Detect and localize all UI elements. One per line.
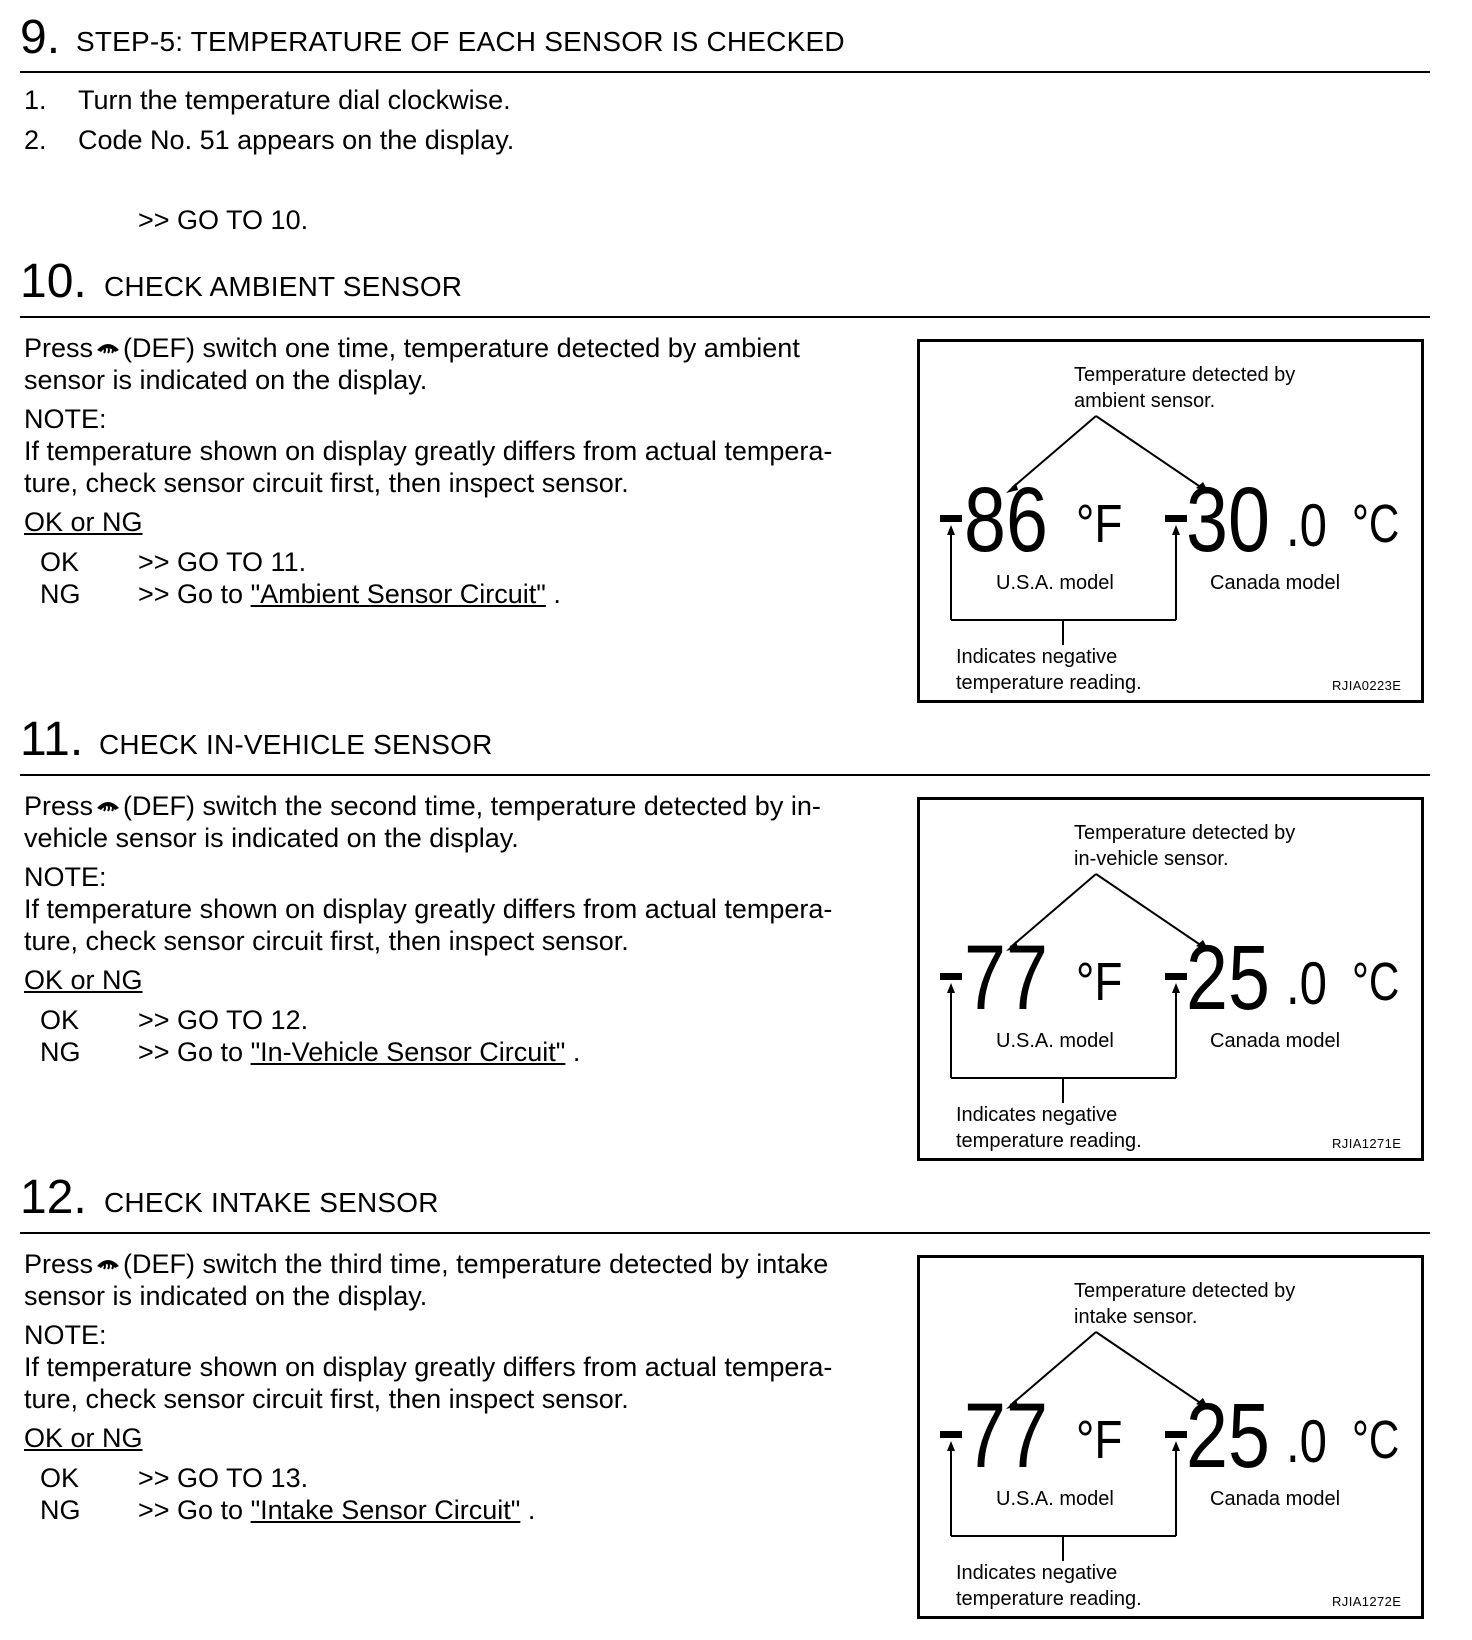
ng-prefix: >> Go to bbox=[138, 1037, 251, 1067]
ng-prefix: >> Go to bbox=[138, 579, 251, 609]
negative-note-1: Indicates negative bbox=[956, 1104, 1118, 1126]
press-text: (DEF) switch one time, temperature detected by ambient bbox=[123, 333, 800, 363]
canada-temperature-decimal: .0 bbox=[1286, 492, 1328, 559]
ok-or-ng-heading: OK or NG bbox=[24, 507, 143, 537]
step-9-rule bbox=[20, 71, 1430, 73]
temperature-display-figure bbox=[917, 1255, 1424, 1619]
negative-note-2: temperature reading. bbox=[956, 672, 1142, 694]
canada-temperature-value: 30 bbox=[1186, 469, 1270, 571]
step-9-item-1-num: 1. bbox=[24, 85, 47, 115]
press-line-2: sensor is indicated on the display. bbox=[24, 365, 428, 395]
ng-circuit-link[interactable]: "Intake Sensor Circuit" bbox=[250, 1495, 521, 1525]
defroster-icon bbox=[95, 1251, 121, 1283]
canada-temperature-unit: °C bbox=[1352, 494, 1400, 554]
canada-model-label: Canada model bbox=[1210, 1488, 1341, 1510]
canada-temperature-decimal: .0 bbox=[1286, 950, 1328, 1017]
figure-caption-2: in-vehicle sensor. bbox=[1074, 848, 1229, 870]
note-line-2: ture, check sensor circuit first, then inspect sensor. bbox=[24, 1384, 629, 1414]
note-line-1: If temperature shown on display greatly differs from actual tempera- bbox=[24, 894, 833, 924]
note-line-1: If temperature shown on display greatly differs from actual tempera- bbox=[24, 1352, 833, 1382]
figure-code: RJIA0223E bbox=[1332, 678, 1402, 693]
ng-suffix: . bbox=[545, 579, 561, 609]
ng-prefix: >> Go to bbox=[138, 1495, 251, 1525]
press-word: Press bbox=[24, 791, 94, 821]
step-9-goto: >> GO TO 10. bbox=[138, 205, 309, 235]
usa-temperature-value: 77 bbox=[964, 927, 1048, 1029]
figure-code: RJIA1272E bbox=[1332, 1594, 1402, 1609]
canada-temperature-unit: °C bbox=[1352, 1410, 1400, 1470]
ok-label: OK bbox=[40, 547, 80, 577]
section-number: 12. bbox=[20, 1171, 87, 1224]
ok-label: OK bbox=[40, 1463, 80, 1493]
press-line-2: sensor is indicated on the display. bbox=[24, 1281, 428, 1311]
ng-label: NG bbox=[40, 1495, 81, 1525]
ng-goto bbox=[138, 1494, 535, 1526]
ng-goto bbox=[138, 578, 561, 610]
step-9-number: 9. bbox=[20, 11, 61, 64]
note-line-1: If temperature shown on display greatly differs from actual tempera- bbox=[24, 436, 833, 466]
section-title: CHECK IN-VEHICLE SENSOR bbox=[99, 729, 493, 760]
section-number: 10. bbox=[20, 255, 87, 308]
ng-circuit-link[interactable]: "Ambient Sensor Circuit" bbox=[250, 579, 546, 609]
ok-goto: >> GO TO 11. bbox=[138, 547, 307, 577]
step-9-title: STEP-5: TEMPERATURE OF EACH SENSOR IS CHECKED bbox=[76, 26, 845, 57]
section-rule bbox=[20, 1232, 1430, 1234]
canada-temperature-unit: °C bbox=[1352, 952, 1400, 1012]
temperature-display-figure bbox=[917, 339, 1424, 703]
section-title: CHECK AMBIENT SENSOR bbox=[104, 271, 463, 302]
ok-goto: >> GO TO 12. bbox=[138, 1005, 309, 1035]
canada-temperature-value: 25 bbox=[1186, 1385, 1270, 1487]
negative-note-1: Indicates negative bbox=[956, 1562, 1118, 1584]
note-label: NOTE: bbox=[24, 862, 107, 892]
ng-goto bbox=[138, 1036, 580, 1068]
press-line-2: vehicle sensor is indicated on the display. bbox=[24, 823, 519, 853]
figure-code: RJIA1271E bbox=[1332, 1136, 1402, 1151]
press-line-1 bbox=[24, 332, 906, 367]
note-line-2: ture, check sensor circuit first, then inspect sensor. bbox=[24, 468, 629, 498]
figure-caption-1: Temperature detected by bbox=[1074, 822, 1296, 844]
usa-temperature-unit: °F bbox=[1076, 1410, 1123, 1470]
section-number: 11. bbox=[20, 713, 84, 766]
ok-label: OK bbox=[40, 1005, 80, 1035]
press-word: Press bbox=[24, 1249, 94, 1279]
ok-or-ng-heading: OK or NG bbox=[24, 965, 143, 995]
figure-caption-1: Temperature detected by bbox=[1074, 1280, 1296, 1302]
ok-goto: >> GO TO 13. bbox=[138, 1463, 309, 1493]
ng-label: NG bbox=[40, 1037, 81, 1067]
usa-model-label: U.S.A. model bbox=[996, 1488, 1114, 1510]
ng-label: NG bbox=[40, 579, 81, 609]
note-label: NOTE: bbox=[24, 1320, 107, 1350]
section-rule bbox=[20, 316, 1430, 318]
step-9-item-2-num: 2. bbox=[24, 125, 47, 155]
section-rule bbox=[20, 774, 1430, 776]
usa-model-label: U.S.A. model bbox=[996, 1030, 1114, 1052]
canada-model-label: Canada model bbox=[1210, 572, 1341, 594]
temperature-display-figure bbox=[917, 797, 1424, 1161]
figure-caption-2: intake sensor. bbox=[1074, 1306, 1198, 1328]
section-title: CHECK INTAKE SENSOR bbox=[104, 1187, 439, 1218]
step-9-item-2-text: Code No. 51 appears on the display. bbox=[78, 125, 515, 155]
defroster-icon bbox=[95, 335, 121, 367]
figure-caption-2: ambient sensor. bbox=[1074, 390, 1216, 412]
negative-note-1: Indicates negative bbox=[956, 646, 1118, 668]
note-label: NOTE: bbox=[24, 404, 107, 434]
negative-note-2: temperature reading. bbox=[956, 1588, 1142, 1610]
usa-temperature-value: 77 bbox=[964, 1385, 1048, 1487]
usa-temperature-unit: °F bbox=[1076, 952, 1123, 1012]
defroster-icon bbox=[95, 793, 121, 825]
ok-or-ng-heading: OK or NG bbox=[24, 1423, 143, 1453]
ng-circuit-link[interactable]: "In-Vehicle Sensor Circuit" bbox=[250, 1037, 566, 1067]
step-9-item-1-text: Turn the temperature dial clockwise. bbox=[78, 85, 511, 115]
usa-temperature-unit: °F bbox=[1076, 494, 1123, 554]
press-word: Press bbox=[24, 333, 94, 363]
figure-caption-1: Temperature detected by bbox=[1074, 364, 1296, 386]
canada-temperature-decimal: .0 bbox=[1286, 1408, 1328, 1475]
negative-note-2: temperature reading. bbox=[956, 1130, 1142, 1152]
press-line-1 bbox=[24, 1248, 906, 1283]
press-line-1 bbox=[24, 790, 906, 825]
press-text: (DEF) switch the second time, temperature detected by in- bbox=[123, 791, 821, 821]
usa-model-label: U.S.A. model bbox=[996, 572, 1114, 594]
press-text: (DEF) switch the third time, temperature detected by intake bbox=[123, 1249, 829, 1279]
ng-suffix: . bbox=[520, 1495, 536, 1525]
canada-model-label: Canada model bbox=[1210, 1030, 1341, 1052]
usa-temperature-value: 86 bbox=[964, 469, 1048, 571]
canada-temperature-value: 25 bbox=[1186, 927, 1270, 1029]
ng-suffix: . bbox=[565, 1037, 581, 1067]
note-line-2: ture, check sensor circuit first, then inspect sensor. bbox=[24, 926, 629, 956]
